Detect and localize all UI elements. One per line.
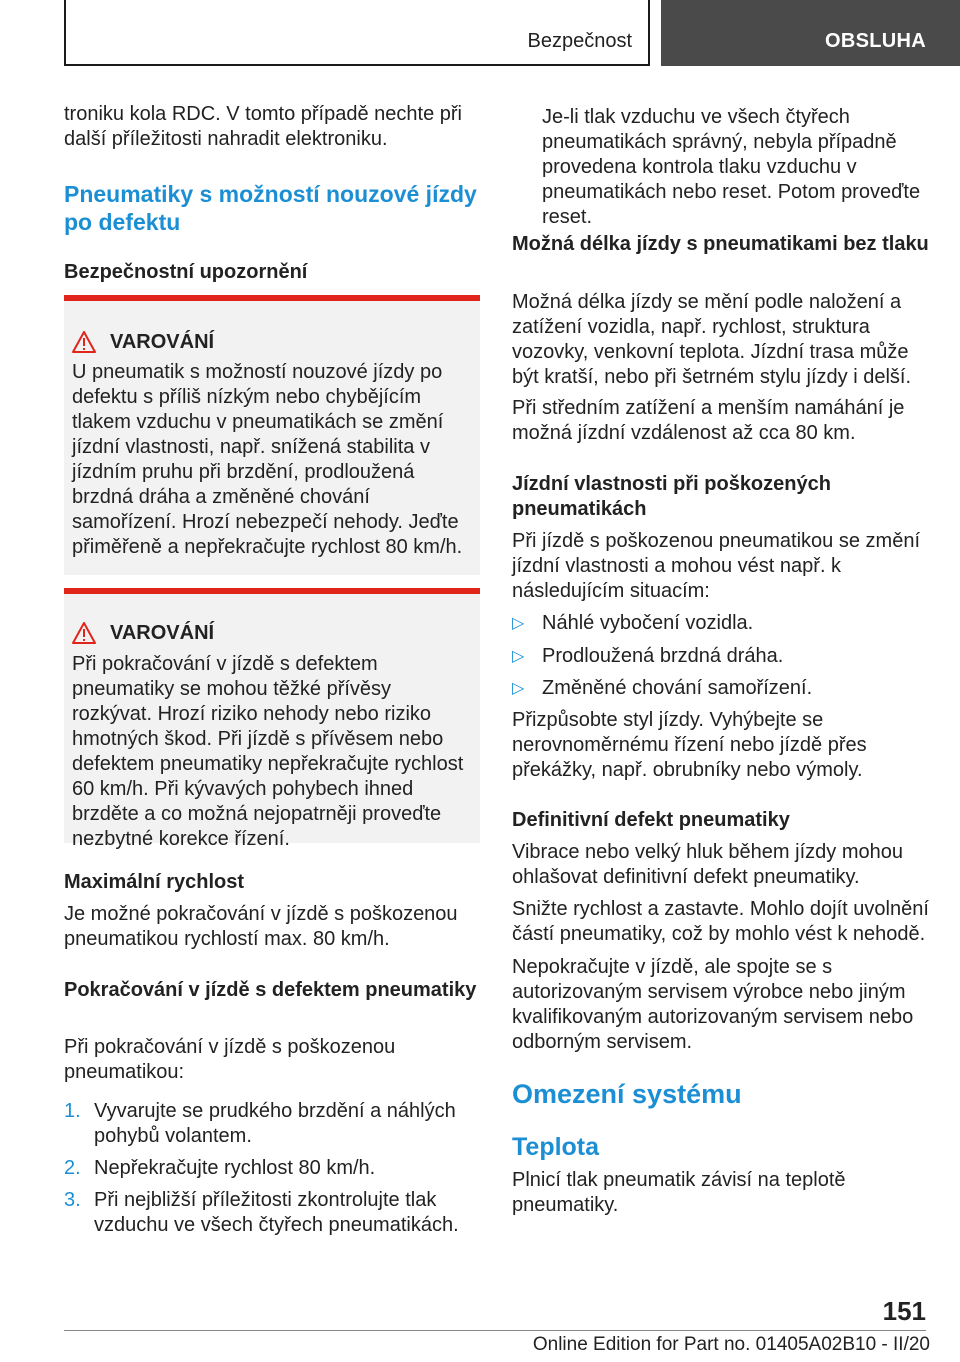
properties-text: Při jízdě s poškozenou pneumatikou se změní jízdní vlastnosti a mohou vést např. k následujícím situacím: — [512, 530, 920, 602]
max-speed-text: Je možné pokračování v jízdě s poškozenou pneumatikou rychlostí max. 80 km/h. — [64, 903, 458, 950]
adapt-text: Přizpůsobte styl jízdy. Vyhýbejte se nerovnoměrnému řízení nebo jízdě přes překážky, např. obrubníky nebo výmoly. — [512, 709, 867, 781]
max-speed-heading: Maximální rychlost — [64, 871, 245, 893]
warning-triangle-icon — [72, 622, 96, 644]
bullet-text: Náhlé vybočení vozidla. — [542, 612, 754, 634]
defect-text-2: Snižte rychlost a zastavte. Mohlo dojít uvolnění částí pneumatiky, což by mohlo vést k nehodě. — [512, 898, 929, 945]
edition-footer: Online Edition for Part no. 01405A02B10 - II/20 — [532, 1334, 930, 1355]
triangle-bullet-icon: ▷ — [512, 648, 525, 665]
range-text-1: Možná délka jízdy se mění podle naložení a zatížení vozidla, např. rychlost, struktura vozovky, venkovní teplota. Jízdní trasa může být kratší, nebo při šetrném stylu jízdy i delší. — [512, 291, 912, 388]
warning-triangle-icon — [72, 331, 96, 353]
warning-text: U pneumatik s možností nouzové jízdy po defektu s příliš nízkým nebo chybějícím tlakem vzduchu v pneumatikách se změní jízdní vlastnosti, např. snížená stabilita v jízdním pruhu při brzdění, prodloužená brzdná dráha a změněné chování samořízení. Hrozí nebezpečí nehody. Jeďte přiměřeně a nepřekračujte rychlost 80 km/h. — [72, 361, 463, 558]
range-heading: Možná délka jízdy s pneumatikami bez tlaku — [512, 233, 929, 255]
triangle-bullet-icon: ▷ — [512, 615, 525, 632]
step-text: Při nejbližší příležitosti zkontrolujte tlak vzduchu ve všech čtyřech pneumatikách. — [94, 1189, 459, 1236]
continue-heading: Pokračování v jízdě s defektem pneumatiky — [64, 979, 477, 1001]
safety-heading: Bezpečnostní upozornění — [64, 261, 308, 283]
warning-text: Při pokračování v jízdě s defektem pneumatiky se mohou těžké přívěsy rozkývat. Hrozí riziko nehody nebo riziko hmotných škod. Při jízdě s přívěsem nebo defektem pneumatiky nepřekračujte rychlost 60 km/h. Při kývavých pohybech ihned brzděte a co možná nejopatrněji proveďte nezbytné korekce řízení. — [72, 653, 464, 850]
header-section-tab — [64, 0, 650, 66]
continued-text: Je-li tlak vzduchu ve všech čtyřech pneumatikách správný, nebyla případně provedena kontrola tlaku vzduchu v pneumatikách nebo reset. Potom proveďte reset. — [542, 106, 921, 228]
step-text: Vyvarujte se prudkého brzdění a náhlých pohybů volantem. — [94, 1100, 456, 1147]
step-number: 1. — [64, 1100, 81, 1122]
header-section-label: Bezpečnost — [527, 30, 632, 52]
defect-text-1: Vibrace nebo velký hluk během jízdy mohou ohlašovat definitivní defekt pneumatiky. — [512, 841, 903, 888]
temperature-text: Plnicí tlak pneumatik závisí na teplotě pneumatiky. — [512, 1169, 846, 1216]
triangle-bullet-icon: ▷ — [512, 680, 525, 697]
warning-box-1 — [64, 295, 480, 575]
step-number: 2. — [64, 1157, 81, 1179]
bullet-text: Prodloužená brzdná dráha. — [542, 645, 784, 667]
defect-heading: Definitivní defekt pneumatiky — [512, 809, 790, 831]
properties-heading: Jízdní vlastnosti při poškozených pneumatikách — [512, 473, 831, 520]
footer-divider — [64, 1330, 926, 1331]
bullet-text: Změněné chování samořízení. — [542, 677, 813, 699]
page-number: 151 — [882, 1296, 926, 1326]
header-chapter-tab — [661, 0, 960, 66]
limits-heading: Omezení systému — [512, 1079, 742, 1109]
warning-title: VAROVÁNÍ — [110, 622, 215, 644]
warning-box-2 — [64, 588, 480, 850]
warning-title: VAROVÁNÍ — [110, 331, 215, 353]
step-text: Nepřekračujte rychlost 80 km/h. — [94, 1157, 376, 1179]
continue-text: Při pokračování v jízdě s poškozenou pneumatikou: — [64, 1036, 396, 1083]
temperature-heading: Teplota — [512, 1133, 600, 1161]
section-heading: Pneumatiky s možností nouzové jízdy po defektu — [64, 181, 477, 235]
range-text-2: Při středním zatížení a menším namáhání je možná jízdní vzdálenost až cca 80 km. — [512, 397, 905, 444]
step-number: 3. — [64, 1189, 81, 1211]
intro-text: troniku kola RDC. V tomto případě nechte při další příležitosti nahradit elektroniku. — [64, 103, 462, 150]
defect-text-3: Nepokračujte v jízdě, ale spojte se s autorizovaným servisem výrobce nebo jiným kvalifikovaným autorizovaným servisem nebo odborným servisem. — [512, 956, 914, 1053]
header-chapter-label: OBSLUHA — [825, 30, 926, 52]
